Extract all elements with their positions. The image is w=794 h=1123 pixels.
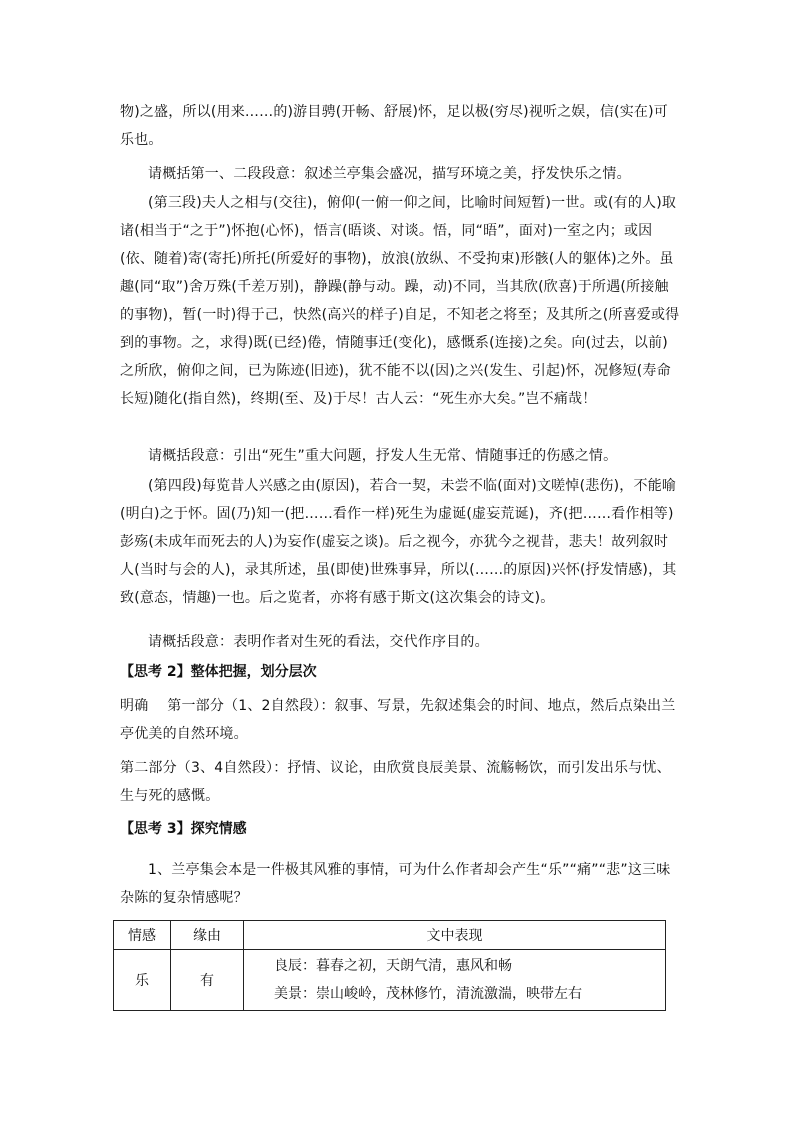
- paragraph-section-4: (第四段)每览昔人兴感之由(原因)，若合一契，未尝不临(面对)文嗟悼(悲伤)，不能喻(明白)之于怀。固(乃)知一(把……看作一样)死生为虚诞(虚妄荒诞)，齐(把……看作相等)彭殇(未成年而死去的人)为妄作(虚妄之谈)。后之视今，亦犹今之视昔，悲夫！故列叙时人(当时与会的人)，录其所述，虽(即使)世殊事异，所以(……的原因)兴怀(抒发情感)，其致(意态，情趣)一也。后之览者，亦将有感于斯文(这次集会的诗文)。: [120, 478, 677, 606]
- cell-emotion: 乐: [114, 950, 171, 1011]
- summary-paragraph-3: 请概括段意：引出“死生”重大问题，抒发人生无常、情随事迁的伤感之情。: [148, 448, 618, 464]
- emotion-table: [113, 920, 666, 1011]
- paragraph-section-3: (第三段)夫人之相与(交往)，俯仰(一俯一仰之间，比喻时间短暂)一世。或(有的人)取诸(相当于“之于”)怀抱(心怀)，悟言(晤谈、对谈。悟，同“晤”，面对)一室之内；或因(依、随着)寄(寄托)所托(所爱好的事物)，放浪(放纵、不受拘束)形骸(人的躯体)之外。虽趣(同“取”)舍万殊(千差万别)，静躁(静与动。躁，动)不同，当其欣(欣喜)于所遇(所接触的事物)，暂(一时)得于己，快然(高兴的样子)自足，不知老之将至；及其所之(所喜爱或得到的事物。之，求得)既(已经)倦，情随事迁(变化)，感慨系(连接)之矣。向(过去，以前)之所欣，俯仰之间，已为陈迹(旧迹)，犹不能不以(因)之兴(发生、引起)怀，况修短(寿命长短)随化(指自然)，终期(至、及)于尽！古人云：“死生亦大矣。”岂不痛哉！: [120, 195, 680, 407]
- paragraph-continuation: 物)之盛，所以(用来……的)游目骋(开畅、舒展)怀，足以极(穷尽)视听之娱，信(实在)可乐也。: [120, 104, 668, 148]
- think-3-question: 1、兰亭集会本是一件极其风雅的事情，可为什么作者却会产生“乐”“痛”“悲”这三味杂陈的复杂情感呢？: [120, 862, 671, 906]
- summary-paragraph-4: 请概括段意：表明作者对生死的看法，交代作序目的。: [148, 634, 489, 650]
- think-3-heading: 【思考 3】探究情感: [120, 821, 247, 837]
- header-reason: 缘由: [171, 921, 244, 950]
- cell-reason: 有: [171, 950, 244, 1011]
- expression-line-1: 良辰：暮春之初，天朗气清，惠风和畅: [274, 958, 512, 974]
- think-2-part-1: 明确 第一部分（1、2自然段）：叙事、写景，先叙述集会的时间、地点，然后点染出兰亭优美的自然环境。: [120, 698, 676, 742]
- summary-paragraph-1-2: 请概括第一、二段段意：叙述兰亭集会盛况，描写环境之美，抒发快乐之情。: [148, 166, 631, 182]
- table-header-row: [114, 921, 666, 950]
- expression-line-2: 美景：崇山峻岭，茂林修竹，清流激湍，映带左右: [274, 986, 582, 1002]
- table-row: [114, 950, 666, 1011]
- header-emotion: 情感: [114, 921, 171, 950]
- think-2-part-2: 第二部分（3、4自然段）：抒情、议论，由欣赏良辰美景、流觞畅饮，而引发出乐与忧、生与死的感慨。: [120, 760, 671, 804]
- think-2-heading: 【思考 2】整体把握，划分层次: [120, 664, 317, 680]
- header-expression: 文中表现: [244, 921, 666, 950]
- cell-expression: [244, 950, 666, 1011]
